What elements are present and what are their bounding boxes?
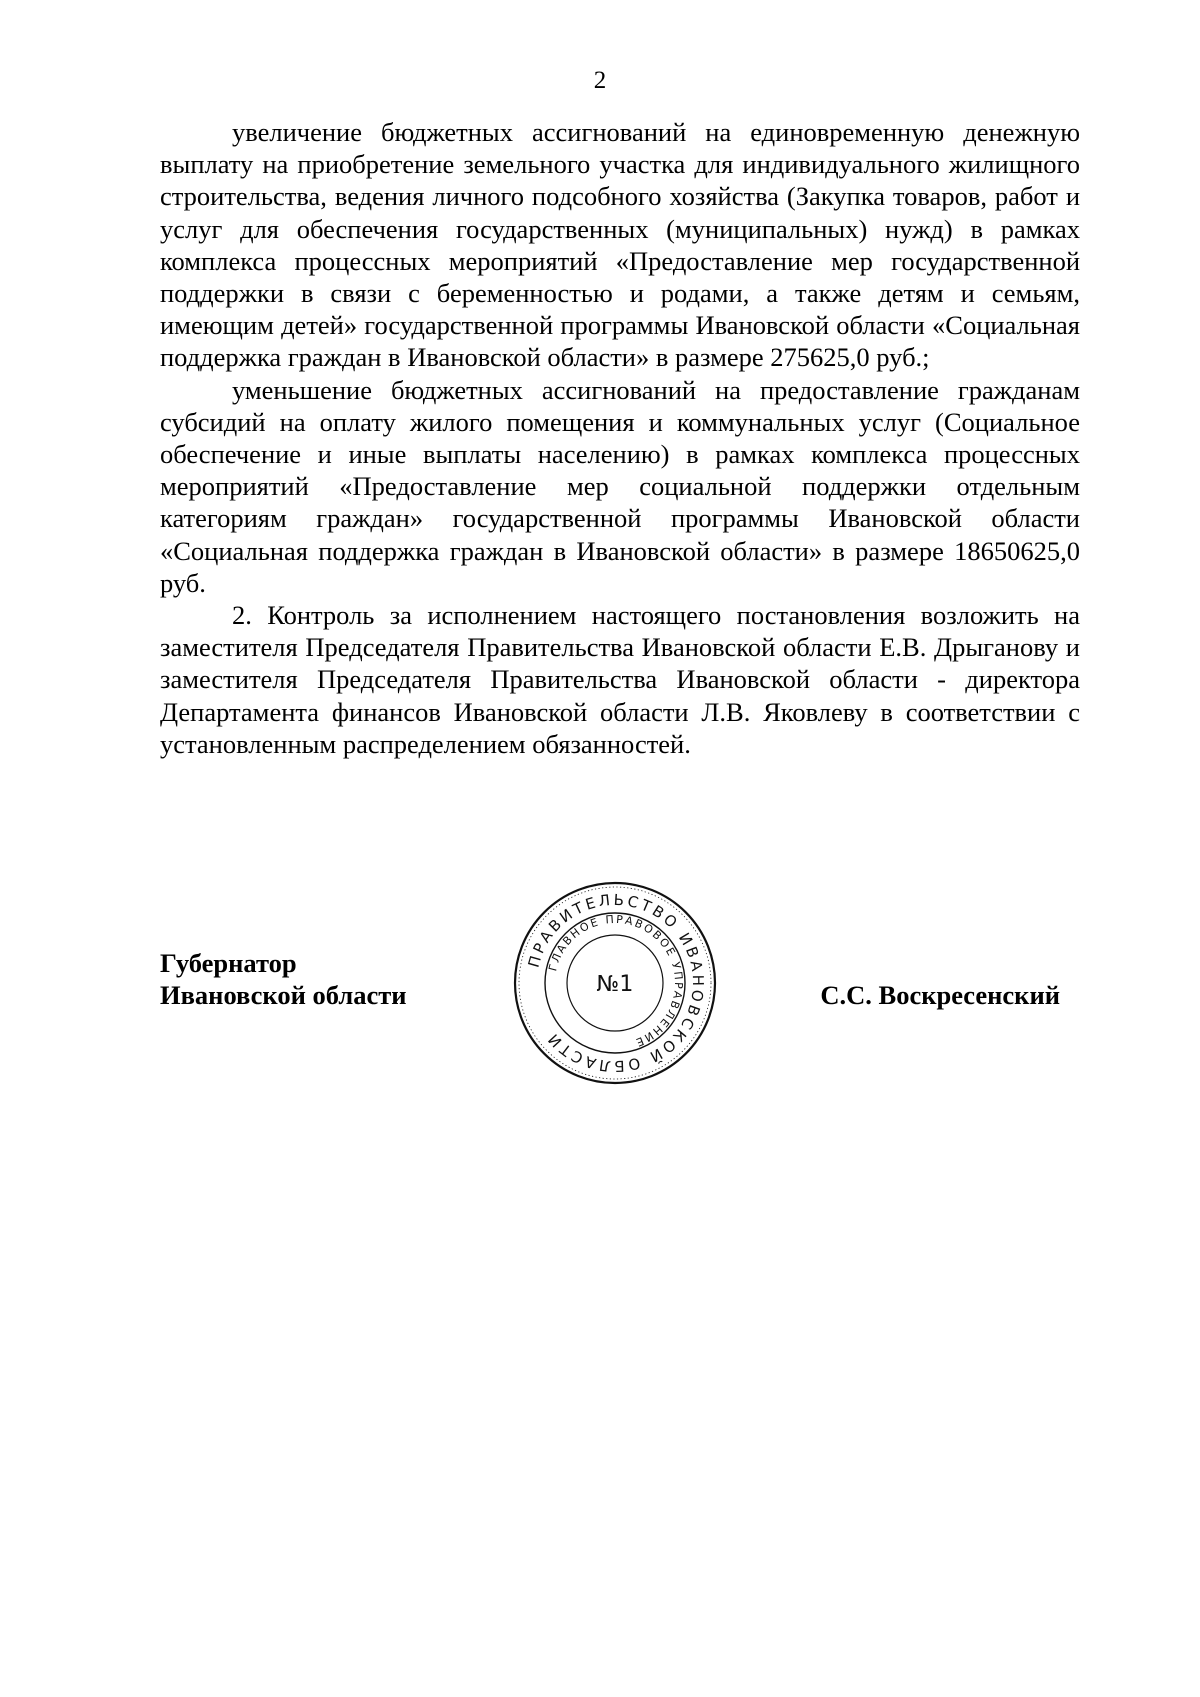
- paragraph-increase-allocations: увеличение бюджетных ассигнований на единовременную денежную выплату на приобретение земельного участка для индивидуального жилищного строительства, ведения личного подсобного хозяйства (Закупка товаров, работ и услуг для обеспечения государственных (муниципальных) нужд) в рамках комплекса процессных мероприятий «Предоставление мер государственной поддержки в связи с беременностью и родами, а также детям и семьям, имеющим детей» государственной программы Ивановской области «Социальная поддержка граждан в Ивановской области» в размере 275625,0 руб.;: [160, 117, 1080, 373]
- paragraph-control: 2. Контроль за исполнением настоящего постановления возложить на заместителя Председателя Правительства Ивановской области Е.В. Дрыганову и заместителя Председателя Правительства Ивановской области - директора Департамента финансов Ивановской области Л.В. Яковлеву в соответствии с установленным распределением обязанностей.: [160, 600, 1080, 759]
- stamp-inner-text: ГЛАВНОЕ ПРАВОВОЕ УПРАВЛЕНИЕ: [546, 912, 686, 1050]
- stamp-number: №1: [596, 972, 634, 997]
- signatory-position-line2: Ивановской области: [160, 980, 407, 1010]
- stamp-seal: [510, 878, 720, 1088]
- signatory-position: [160, 947, 407, 1011]
- document-body: [160, 116, 1080, 760]
- signatory-position-line1: Губернатор: [160, 948, 297, 978]
- signatory-name: С.С. Воскресенский: [820, 980, 1060, 1010]
- stamp-outer-text: ПРАВИТЕЛЬСТВО ИВАНОВСКОЙ ОБЛАСТИ: [524, 890, 708, 1076]
- official-stamp: [510, 878, 720, 1088]
- page-number: 2: [593, 67, 607, 94]
- paragraph-decrease-allocations: уменьшение бюджетных ассигнований на предоставление гражданам субсидий на оплату жилого помещения и коммунальных услуг (Социальное обеспечение и иные выплаты населению) в рамках комплекса процессных мероприятий «Предоставление мер социальной поддержки отдельным категориям граждан» государственной программы Ивановской области «Социальная поддержка граждан в Ивановской области» в размере 18650625,0 руб.: [160, 374, 1080, 598]
